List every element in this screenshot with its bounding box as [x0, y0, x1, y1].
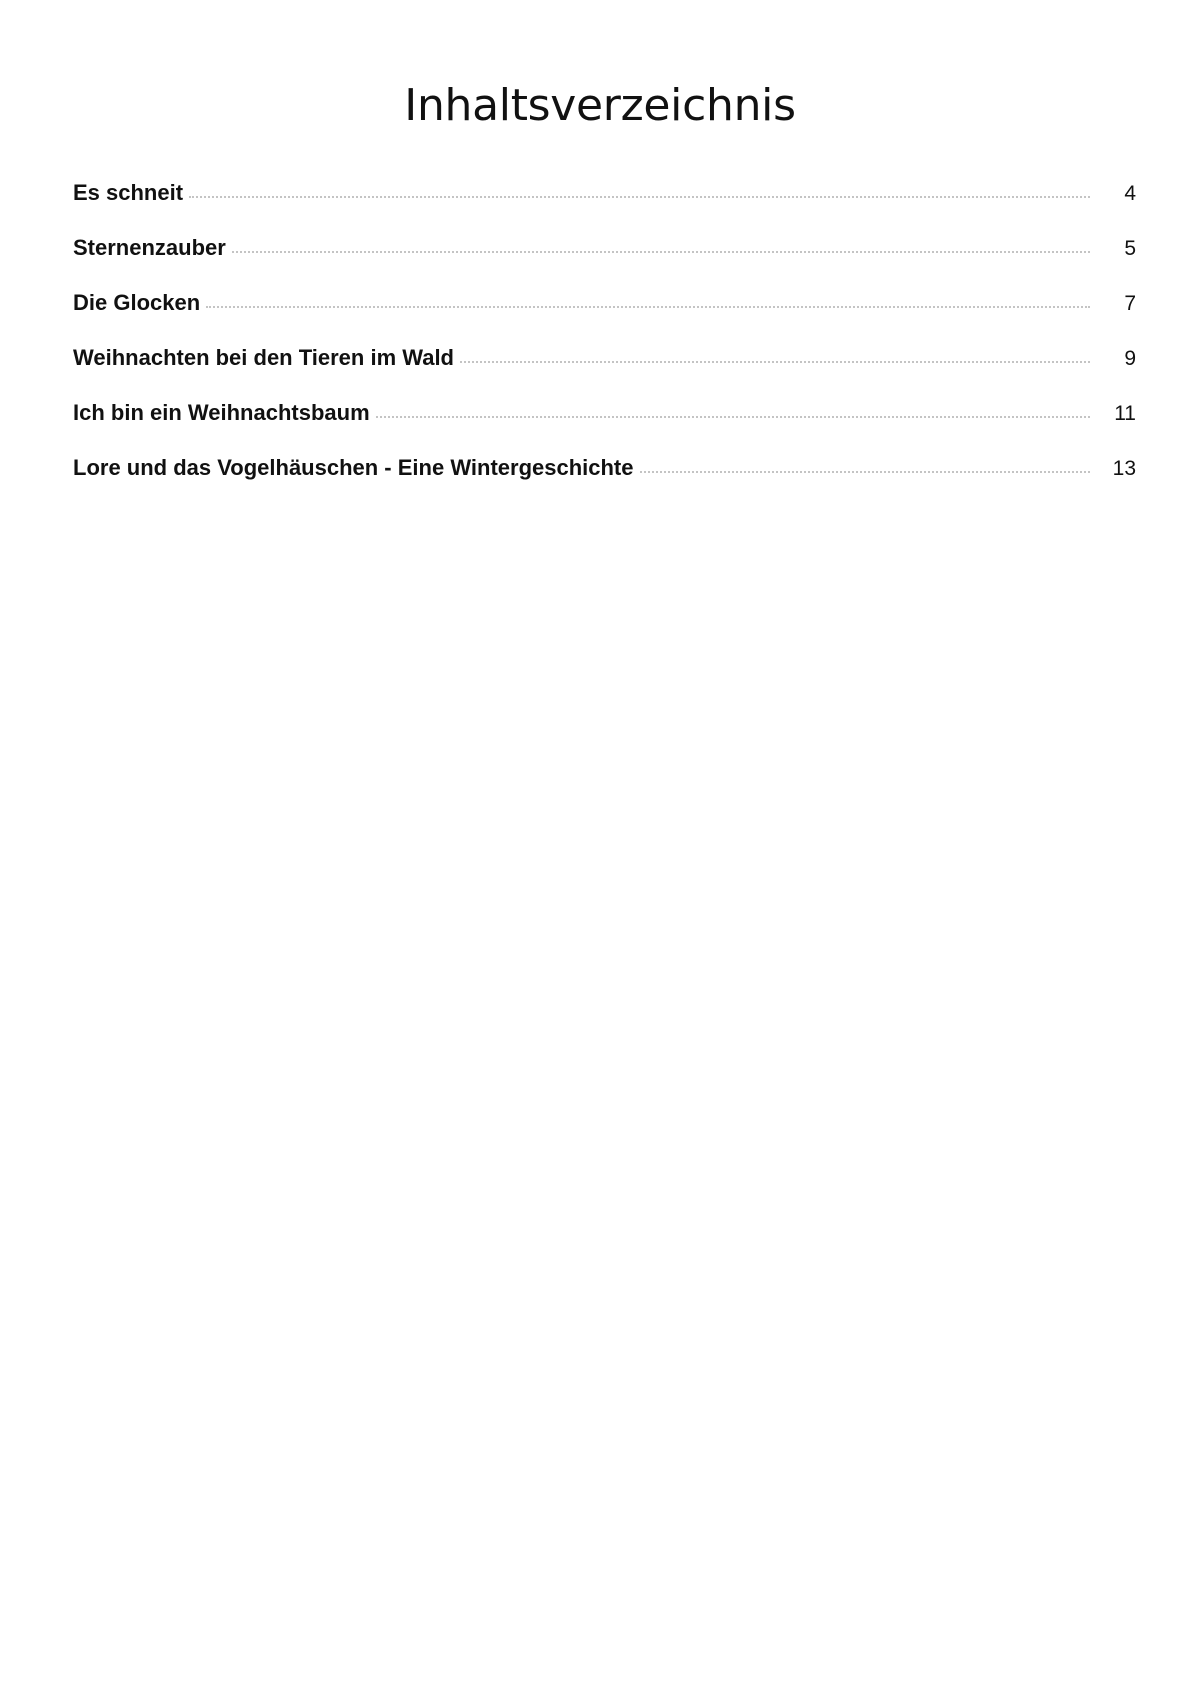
toc-page-number: 7: [1124, 292, 1136, 315]
toc-page-number: 11: [1114, 402, 1136, 425]
toc-entry-es-schneit[interactable]: [73, 178, 1136, 233]
toc-entry-lore-und-das-vogelhaeuschen[interactable]: [73, 453, 1136, 508]
dot-leader: [640, 471, 1091, 473]
table-of-contents: [73, 178, 1136, 508]
toc-entry-weihnachten-bei-den-tieren[interactable]: [73, 343, 1136, 398]
toc-page-number: 5: [1124, 237, 1136, 260]
toc-entry-die-glocken[interactable]: [73, 288, 1136, 343]
dot-leader: [460, 361, 1090, 363]
toc-page-number: 9: [1124, 347, 1136, 370]
toc-page-number: 4: [1124, 182, 1136, 205]
dot-leader: [189, 196, 1090, 198]
toc-entry-weihnachtsbaum[interactable]: [73, 398, 1136, 453]
toc-entry-title: Ich bin ein Weihnachtsbaum: [73, 400, 370, 425]
toc-entry-title: Es schneit: [73, 180, 184, 205]
toc-entry-title: Die Glocken: [73, 290, 201, 315]
dot-leader: [232, 251, 1090, 253]
toc-page-number: 13: [1112, 457, 1136, 480]
toc-entry-sternenzauber[interactable]: [73, 233, 1136, 288]
dot-leader: [206, 306, 1090, 308]
dot-leader: [376, 416, 1090, 418]
toc-entry-title: Lore und das Vogelhäuschen - Eine Wintergeschichte: [73, 455, 634, 480]
page-title: Inhaltsverzeichnis: [404, 80, 796, 131]
toc-entry-title: Weihnachten bei den Tieren im Wald: [73, 345, 454, 370]
toc-entry-title: Sternenzauber: [73, 235, 226, 260]
